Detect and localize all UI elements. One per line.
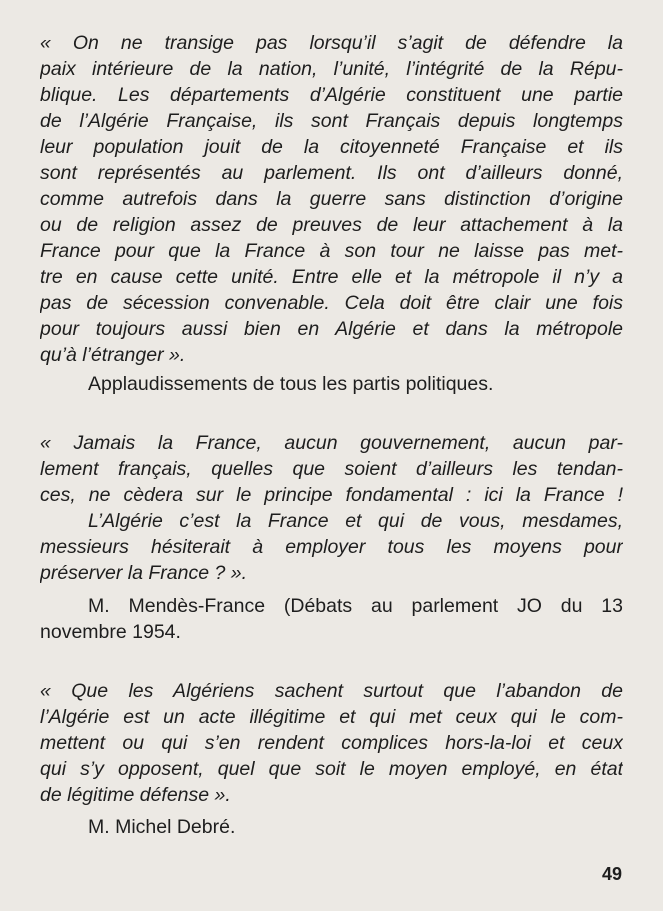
- quote-1-line: sont représentés au parlement. Ils ont d’ailleurs donné,: [40, 162, 623, 184]
- quote-1-line: qu’à l’étranger ».: [40, 344, 186, 366]
- quote-3-line: mettent ou qui s’en rendent complices hors-la-loi et ceux: [40, 732, 623, 754]
- quote-2-line: lement français, quelles que soient d’ailleurs les tendan-: [40, 458, 623, 480]
- quote-3-line: « Que les Algériens sachent surtout que l’abandon de: [40, 680, 623, 702]
- quote-1-line: paix intérieure de la nation, l’unité, l’intégrité de la Répu-: [40, 58, 623, 80]
- quote-1-line: blique. Les départements d’Algérie constituent une partie: [40, 84, 623, 106]
- quote-1-line: comme autrefois dans la guerre sans distinction d’origine: [40, 188, 623, 210]
- quote-2-line: « Jamais la France, aucun gouvernement, aucun par-: [40, 432, 623, 454]
- page-number: 49: [601, 864, 622, 884]
- quote-3-line: qui s’y opposent, quel que soit le moyen employé, en état: [40, 758, 623, 780]
- quote-2-line: ces, ne cèdera sur le principe fondamental : ici la France !: [40, 484, 623, 506]
- quote-1-line: pour toujours aussi bien en Algérie et dans la métropole: [40, 318, 623, 340]
- quote-1-line: « On ne transige pas lorsqu’il s’agit de défendre la: [40, 32, 623, 54]
- quote-3-line: l’Algérie est un acte illégitime et qui met ceux qui le com-: [40, 706, 623, 728]
- quote-3-attribution: M. Michel Debré.: [88, 816, 236, 838]
- quote-1-line: tre en cause cette unité. Entre elle et la métropole il n’y a: [40, 266, 623, 288]
- quote-1-line: France pour que la France à son tour ne laisse pas met-: [40, 240, 623, 262]
- quote-2-line: L’Algérie c’est la France et qui de vous, mesdames,: [88, 510, 623, 532]
- quote-2-line: messieurs hésiterait à employer tous les moyens pour: [40, 536, 623, 558]
- quote-1-line: ou de religion assez de preuves de leur attachement à la: [40, 214, 623, 236]
- quote-3-line: de légitime défense ».: [40, 784, 231, 806]
- quote-1-line: de l’Algérie Française, ils sont Français depuis longtemps: [40, 110, 623, 132]
- quote-1-line: pas de sécession convenable. Cela doit être clair une fois: [40, 292, 623, 314]
- applause-note: Applaudissements de tous les partis politiques.: [88, 373, 494, 395]
- quote-2-line: préserver la France ? ».: [40, 562, 248, 584]
- quote-1-line: leur population jouit de la citoyenneté Française et ils: [40, 136, 623, 158]
- quote-2-attribution: M. Mendès-France (Débats au parlement JO du 13: [88, 595, 623, 617]
- quote-2-attribution: novembre 1954.: [40, 621, 181, 643]
